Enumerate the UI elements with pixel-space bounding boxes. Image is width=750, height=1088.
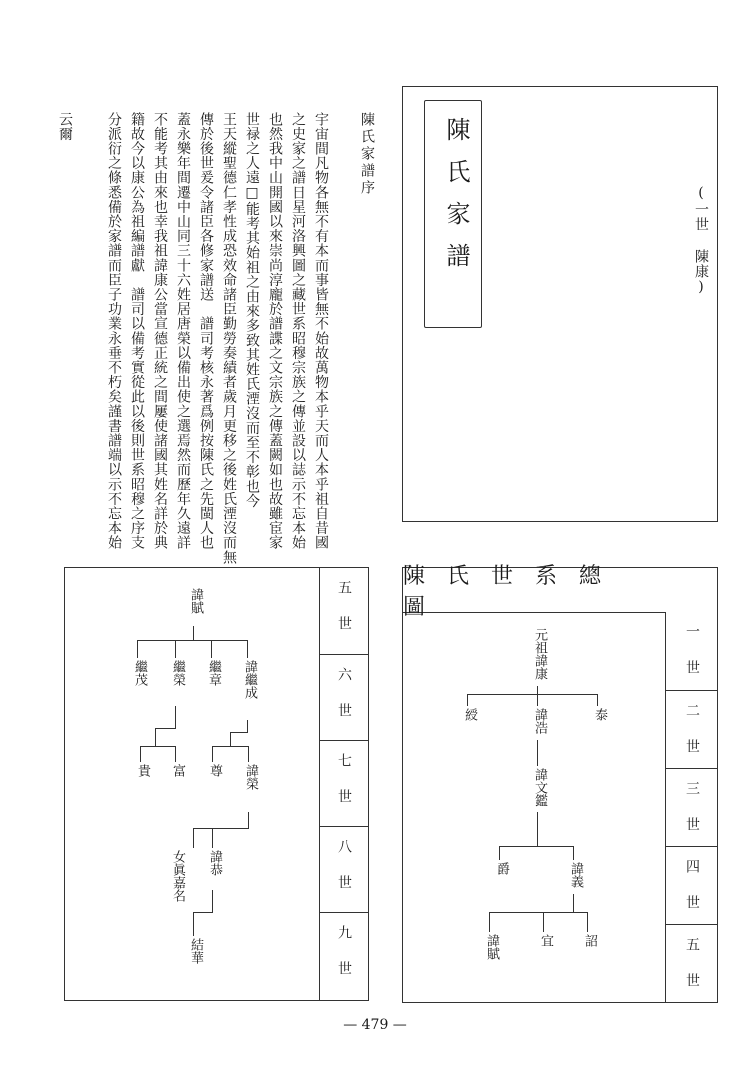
preface-column: 云爾 [57,112,73,142]
generation-cell: 九世 [320,912,368,1000]
person-name: 諱恭 [207,850,222,876]
person-name: 結華 [188,938,203,964]
person-name: 元祖諱康 [532,628,547,680]
generation-column [665,612,718,1009]
preface-column: 蓋永樂年間遷中山同三十六姓居唐榮以備出使之選焉然而歷年久遠詳 [175,112,191,550]
connector-line [587,912,588,932]
connector-line [212,746,249,747]
connector-line [573,846,574,860]
genealogy-chart-continued [64,567,369,1001]
connector-line [155,728,176,729]
person-name: 繼榮 [170,660,185,686]
preface-column: 王天縱聖德仁孝性成恐效命諸臣勤勞奏績者歲月更移之後姓氏湮沒而無 [221,112,237,565]
person-name: 貴 [135,764,150,777]
generation-cell: 六世 [320,654,368,740]
person-name: 繼茂 [132,660,147,686]
connector-line [467,694,598,695]
person-name: 綬 [462,708,477,721]
person-name: 諱浩 [532,708,547,734]
connector-line [573,894,574,912]
connector-line [499,846,574,847]
person-name: 爵 [494,862,509,875]
connector-line [193,828,194,848]
generation-cell: 五世 [336,580,352,652]
preface-column: 籍故今以康公為祖編譜獻 譜司以備考實從此以後則世系昭穆之序支 [129,112,145,550]
preface-column: 世禄之人遠□能考其始祖之由來多致其姓氏湮沒而至不彰也今 [244,112,260,509]
connector-line [597,694,598,706]
connector-line [212,828,213,848]
connector-line [137,640,138,658]
connector-line [175,746,176,762]
connector-line [247,640,248,658]
preface-column: 宇宙間凡物各無不有本而事皆無不始故萬物本乎天而人本乎祖自昔國 [313,112,329,550]
connector-line [140,746,141,762]
connector-line [212,746,213,762]
connector-line [193,828,249,829]
preface-column: 傳於後世爰令諸臣各修家譜送 譜司考核永著爲例按陳氏之先閩人也 [198,112,214,550]
connector-line [193,912,213,913]
connector-line [230,732,248,733]
person-name: 尊 [207,764,222,777]
preface-column: 之史家之譜日星河洛興圖之藏世系昭穆宗族之傳並設以誌示不忘本始 [290,112,306,550]
connector-line [140,746,176,747]
generation-cell: 七世 [320,740,368,826]
generation-label: (一世 陳康) [693,185,709,296]
book-title-box [424,100,482,328]
person-name: 諱榮 [243,764,258,790]
connector-line [137,640,248,641]
person-name: 女眞嘉名 [170,850,185,902]
genealogy-chart-main [402,564,718,1009]
connector-line [175,706,176,728]
person-name: 繼章 [206,660,221,686]
generation-cell: 八世 [320,826,368,912]
connector-line [537,694,538,706]
connector-line [499,846,500,860]
preface-column: 分派衍之條悉備於家譜而臣子功業永垂不朽矣謹書譜端以示不忘本始 [106,112,122,550]
chart-title: 陳氏世系總圖 [403,568,665,613]
connector-line [175,640,176,658]
page-number: — 479 — [343,1017,407,1033]
generation-cell: 三世 [666,768,718,846]
generation-cell: 二世 [666,690,718,768]
person-name: 諱文鑑 [532,768,547,807]
preface-column: 不能考其由來也幸我祖諱康公當宣德正統之間屢使諸國其姓名詳於典 [152,112,168,550]
generation-cell: 五世 [666,924,718,1002]
connector-line [537,686,538,694]
connector-line [248,812,249,828]
connector-line [489,912,588,913]
preface-column: 也然我中山開國以來崇尚淳龐於譜諜之文宗族之傳蓋闕如也故雖宦家 [267,112,283,550]
connector-line [489,912,490,932]
person-name: 諱賦 [484,934,499,960]
connector-line [155,728,156,746]
person-name: 泰 [592,708,607,721]
generation-cell: 一世 [684,624,700,696]
generation-column [319,568,368,1000]
connector-line [537,812,538,846]
person-name: 諱義 [568,862,583,888]
person-name: 富 [170,764,185,777]
connector-line [247,720,248,732]
person-name: 諱繼成 [242,660,257,699]
connector-line [537,740,538,766]
person-name: 宜 [538,934,553,947]
connector-line [211,640,212,658]
preface-title: 陳氏家譜序 [359,112,375,197]
person-name: 詔 [582,934,597,947]
connector-line [212,890,213,912]
connector-line [193,912,194,936]
connector-line [467,694,468,706]
connector-line [230,732,231,746]
generation-cell: 四世 [666,846,718,924]
book-title: 陳氏家譜 [442,117,470,285]
person-name: 諱賦 [188,588,203,614]
connector-line [248,746,249,762]
connector-line [543,912,544,932]
connector-line [193,626,194,640]
